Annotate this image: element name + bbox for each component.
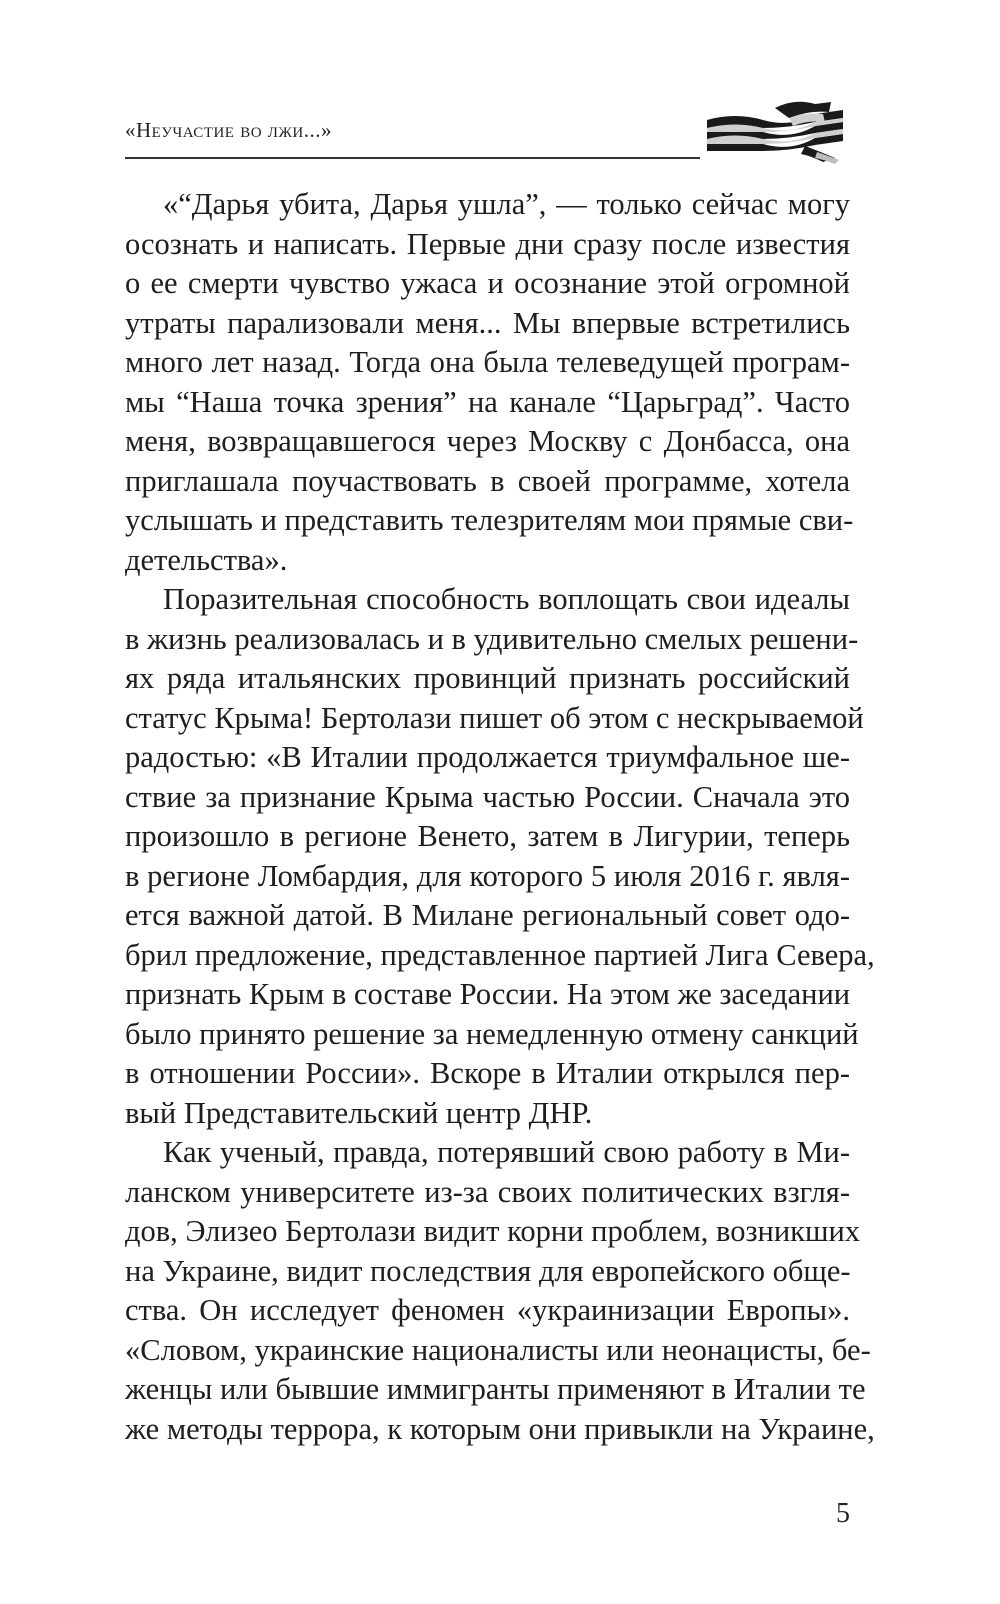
- text-line: о ее смерти чувство ужаса и осознание этой огромной: [125, 266, 850, 300]
- text-line: ствие за признание Крыма частью России. Сначала это: [125, 779, 850, 814]
- running-head: [125, 118, 705, 158]
- text-line: детельства».: [125, 542, 288, 577]
- text-line: в отношении России». Вскоре в Италии открылся пер-: [125, 1056, 850, 1090]
- text-line: Поразительная способность воплощать свои идеалы: [163, 582, 850, 616]
- text-line: мы “Наша точка зрения” на канале “Царьград”. Часто: [125, 384, 850, 419]
- text-line: ется важной датой. В Милане региональный совет одо-: [125, 898, 850, 932]
- text-line: радостью: «В Италии продолжается триумфальное ше-: [125, 740, 850, 774]
- text-line: дов, Элизео Бертолази видит корни проблем, возникших: [125, 1214, 861, 1248]
- text-line: статус Крыма! Бертолази пишет об этом с нескрываемой: [125, 700, 864, 735]
- text-line: Как ученый, правда, потерявший свою работу в Ми-: [163, 1135, 850, 1169]
- text-line: ства. Он исследует феномен «украинизации Европы».: [125, 1293, 850, 1327]
- paragraph-3: [125, 1133, 875, 1449]
- text-line: услышать и представить телезрителям мои прямые сви-: [125, 503, 854, 537]
- text-line: приглашала поучаствовать в своей программе, хотела: [125, 463, 850, 498]
- text-line: ях ряда итальянских провинций признать российский: [125, 661, 850, 695]
- st-george-ribbon-icon: [705, 98, 845, 166]
- text-line: утраты парализовали меня... Мы впервые встретились: [125, 305, 850, 340]
- body-text: [125, 185, 875, 1449]
- text-line: женцы или бывшие иммигранты применяют в Италии те: [125, 1372, 866, 1406]
- text-line: много лет назад. Тогда она была телеведущей програм-: [125, 345, 850, 379]
- text-line: ланском университете из-за своих политических взгля-: [125, 1174, 850, 1209]
- paragraph-2: [125, 580, 875, 1133]
- running-title: «Неучастие во лжи...»: [125, 118, 332, 142]
- paragraph-1: [125, 185, 854, 580]
- text-line: произошло в регионе Венето, затем в Лигурии, теперь: [125, 819, 850, 853]
- page-number: 5: [836, 1498, 850, 1529]
- text-line: вый Представительский центр ДНР.: [125, 1095, 593, 1130]
- text-line: «Словом, украинские националисты или неонацисты, бе-: [125, 1332, 871, 1367]
- text-line: в жизнь реализовалась и в удивительно смелых решени-: [125, 621, 859, 656]
- text-line: брил предложение, представленное партией Лига Севера,: [125, 937, 875, 972]
- text-line: «“Дарья убита, Дарья ушла”, — только сейчас могу: [163, 187, 850, 221]
- header-rule: [125, 157, 700, 159]
- text-line: было принято решение за немедленную отмену санкций: [125, 1016, 859, 1051]
- text-line: в регионе Ломбардия, для которого 5 июля 2016 г. явля-: [125, 858, 850, 893]
- text-line: признать Крым в составе России. На этом же заседании: [125, 977, 851, 1011]
- text-line: осознать и написать. Первые дни сразу после известия: [125, 226, 850, 261]
- text-line: меня, возвращавшегося через Москву с Донбасса, она: [125, 424, 850, 458]
- text-line: же методы террора, к которым они привыкли на Украине,: [125, 1411, 875, 1446]
- text-line: на Украине, видит последствия для европейского обще-: [125, 1253, 851, 1288]
